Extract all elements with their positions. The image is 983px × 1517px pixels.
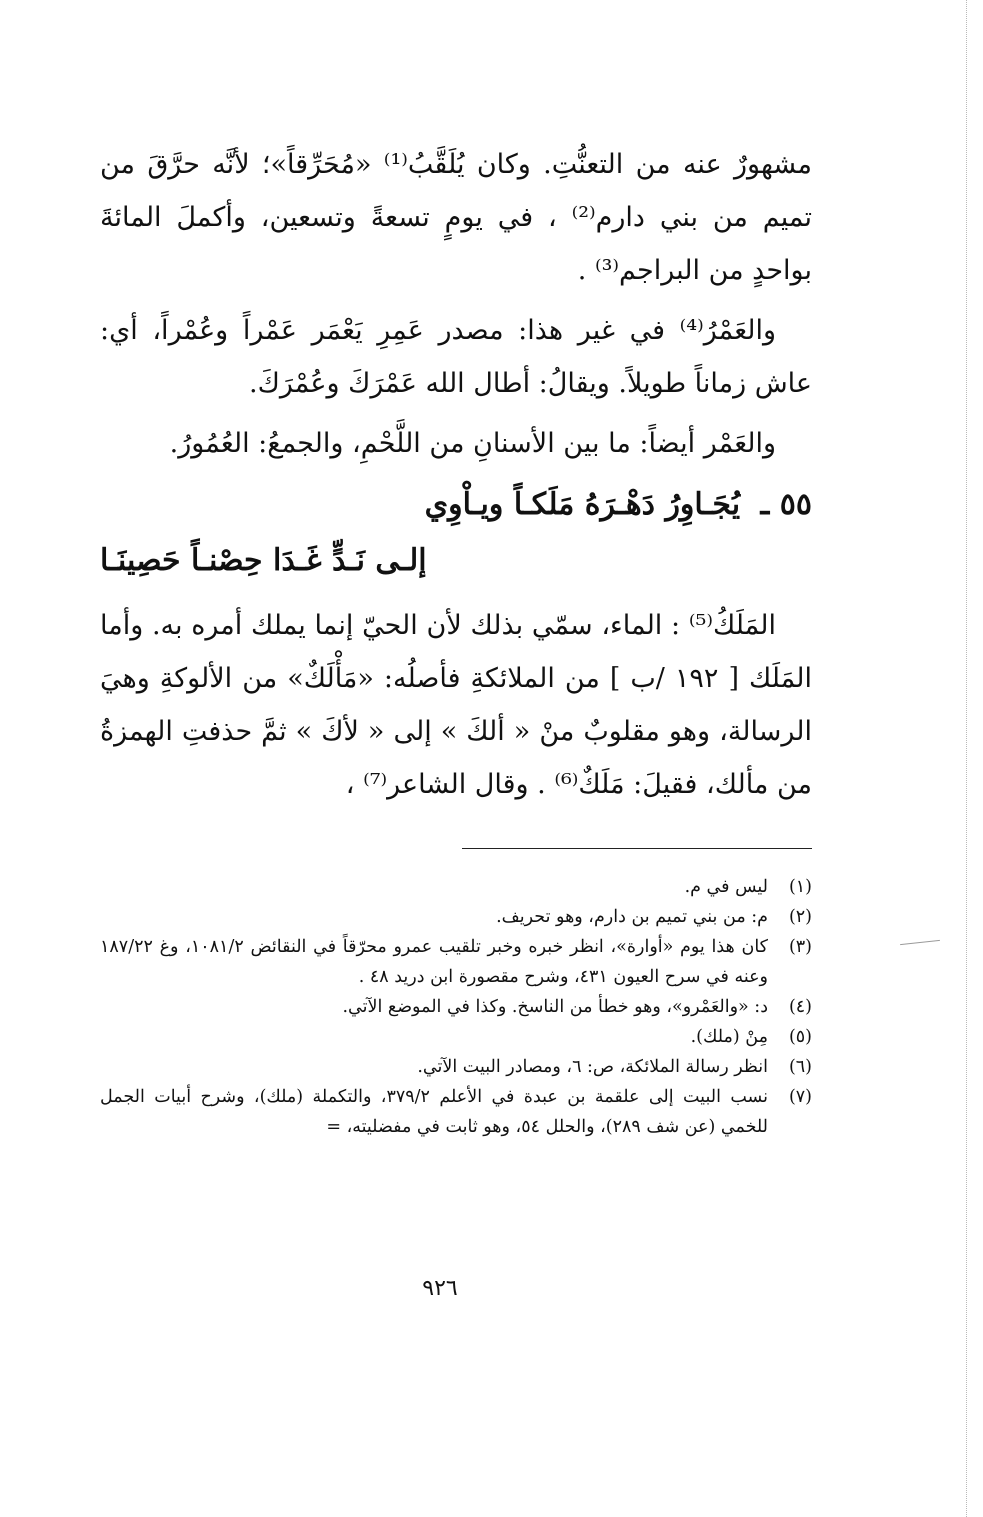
footnote — [100, 1082, 812, 1142]
footnote-text: ليس في م. — [684, 877, 768, 897]
footnote-text: مِنْ (ملك). — [690, 1027, 768, 1047]
footnote-number: (٥) — [788, 1027, 812, 1047]
footnote-number: (٣) — [788, 937, 812, 957]
footnote-number: (٤) — [788, 997, 812, 1017]
paragraph-3: والعَمْر أيضاً: ما بين الأسنانِ من اللَّحْمِ، والجمعُ: العُمُورُ. — [169, 428, 776, 459]
footnote-text: د: «والعَمْرو»، وهو خطأ من الناسخ. وكذا في الموضع الآتي. — [342, 997, 768, 1017]
footnote-text: نسب البيت إلى علقمة بن عبدة في الأعلم ٣٧٩/٢، والتكملة (ملك)، وشرح أبيات الجمل للخمي (عن شف ٢٨٩)، والحلل ٥٤، وهو ثابت في مفضليته، = — [100, 1087, 768, 1137]
footnote-number: (١) — [788, 877, 812, 897]
footnote — [100, 1022, 812, 1052]
paragraph-4: المَلَكُ⁽⁵⁾ : الماء، سمّي بذلك لأن الحيّ إنما يملك أمره به. وأما المَلَك [ ١٩٢ /ب ] من الملائكةِ فأصلُه: «مَأْلَكٌ» من الألوكةِ وهيَ الرسالة، وهو مقلوبٌ منْ « ألكَ » إلى « لأكَ » ثمَّ حذفتِ الهمزةُ من مألك، فقيلَ: مَلَكٌ⁽⁶⁾ . وقال الشاعر⁽⁷⁾ ، — [100, 610, 813, 800]
verse-first-hemistich — [100, 477, 812, 533]
footnotes — [100, 872, 812, 1142]
footnote — [100, 992, 812, 1022]
footnote-text: كان هذا يوم «أوارة»، انظر خبره وخبر تلقيب عمرو محرّقاً في النقائض ١٠٨١/٢، وغ ١٨٧/٢٢ وعنه في سرح العيون ٤٣١، وشرح مقصورة ابن دريد ٤٨ . — [100, 937, 768, 987]
footnote — [100, 1052, 812, 1082]
verse-line-1: يُجَـاوِرُ دَهْـرَهُ مَلَكـاً ويـاْوِي — [424, 487, 741, 522]
verse-line-2: إلـى نَـدٍّ غَـدَا حِصْنـاً حَصِينَـا — [100, 543, 427, 578]
footnote-text: انظر رسالة الملائكة، ص: ٦، ومصادر البيت الآتي. — [417, 1057, 768, 1077]
page-edge-line — [966, 0, 967, 1517]
footnote — [100, 902, 812, 932]
paragraph-1: مشهورٌ عنه من التعنُّتِ. وكان يُلَقَّبُ⁽¹⁾ «مُحَرِّقاً»؛ لأنَّه حرَّقَ من تميم من بني دارم⁽²⁾ ، في يومٍ تسعةً وتسعين، وأكملَ المائةَ بواحدٍ من البراجم⁽³⁾ . — [100, 149, 812, 286]
page-number: ٩٢٦ — [422, 1276, 458, 1301]
footnote — [100, 932, 812, 992]
paragraph-2: والعَمْرُ⁽⁴⁾ في غير هذا: مصدر عَمِرِ يَعْمَر عَمْراً وعُمْراً، أي: عاش زماناً طويلاً. ويقالُ: أطال الله عَمْرَكَ وعُمْرَكَ. — [100, 315, 812, 399]
footnote — [100, 872, 812, 902]
main-text — [100, 138, 812, 818]
margin-pencil-mark — [900, 940, 940, 945]
footnote-number: (٢) — [788, 907, 812, 927]
footnote-text: م: من بني تميم بن دارم، وهو تحريف. — [496, 907, 768, 927]
footnote-separator — [462, 848, 812, 849]
verse-number: ٥٥ ـ — [760, 487, 812, 522]
footnote-number: (٦) — [788, 1057, 812, 1077]
footnote-number: (٧) — [788, 1087, 812, 1107]
